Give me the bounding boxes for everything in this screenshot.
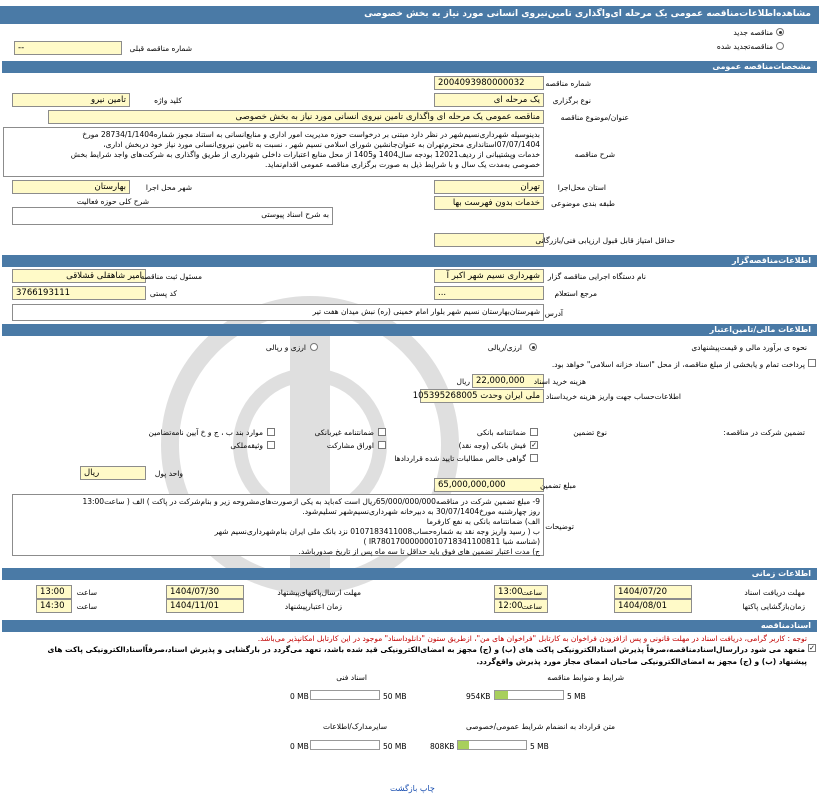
- section-tenderer-header: اطلاعات‌مناقصه‌گزار: [2, 255, 817, 267]
- checkbox-cash-receipt-label: فیش بانکی (وجه نقد): [458, 441, 526, 450]
- min-score-field: [434, 233, 544, 247]
- treasury-checkbox[interactable]: [808, 359, 816, 367]
- inquiry-ref-label: مرجع استعلام: [554, 289, 597, 298]
- validity-time-field: 14:30: [36, 599, 72, 613]
- submit-date-field: 1404/07/30: [166, 585, 244, 599]
- section-general-header: مشخصات‌مناقصه عمومی: [2, 61, 817, 73]
- notes-line: الف) ضمانتنامه بانکی به نفع کارفرما: [426, 517, 540, 526]
- doc-contract-progress-fill: [458, 741, 469, 749]
- province-field: تهران: [434, 180, 544, 194]
- holding-type-label: نوع برگزاری: [552, 96, 591, 105]
- doc-fee-field: 22,000,000: [472, 374, 544, 388]
- notes-line: ب ( رسید واریز وجه نقد به شماره‌حساب0107183411008 نزد بانک ملی ایران بنام‌شهرداری‌نسیم شهر: [214, 527, 540, 536]
- submit-time-field: 13:00: [36, 585, 72, 599]
- validity-time-label: ساعت: [76, 602, 97, 611]
- tenderer-org-field: شهرداری نسیم شهر اکبر آ: [434, 269, 544, 283]
- doc-conditions-progress: [494, 690, 564, 700]
- inquiry-ref-field: ...: [434, 286, 544, 300]
- doc-contract-max: 5 MB: [530, 742, 549, 751]
- doc-conditions-label: شرایط و ضوابط مناقصه: [547, 673, 624, 682]
- city-field: بهارستان: [12, 180, 130, 194]
- description-line: خدمات وپشتیبانی از ردیف12021 بودجه سال1404 و1405 از محل منابع اعتبارات داخلی شهرداری از طریق واگذاری به شرکت‌های واجد شرایط بخش: [70, 150, 540, 159]
- postal-code-field: 3766193111: [12, 286, 146, 300]
- tender-number-field: 2004093980000032: [434, 76, 544, 90]
- guarantee-label: تضمین شرکت در مناقصه:: [723, 428, 805, 437]
- page-title: مشاهده‌اطلاعات‌مناقصه عمومی یک مرحله ای‌واگذاری تامین‌نیروی انسانی مورد نیاز به بخش خصوصی: [0, 6, 819, 24]
- checkbox-cash-receipt[interactable]: ✓: [531, 441, 537, 449]
- notes-line: ج) مدت اعتبار تضمین های فوق باید حداقل تا سه ماه پس از تاریخ صدوربا‌شد.: [298, 547, 540, 556]
- checkbox-property[interactable]: [267, 441, 275, 449]
- validity-date-field: 1404/11/01: [166, 599, 244, 613]
- open-time-label: ساعت: [521, 602, 542, 611]
- doc-other-max: 50 MB: [383, 742, 407, 751]
- checkbox-nonbank-guarantee-label: ضمانتنامه غیربانکی: [314, 428, 374, 437]
- radio-renewed-tender[interactable]: [776, 42, 784, 50]
- doc-conditions-used: 954KB: [466, 692, 491, 701]
- guarantee-amount-label: مبلغ تضمین: [539, 481, 576, 490]
- doc-technical-progress: [310, 690, 380, 700]
- receive-label: مهلت دریافت اسناد: [744, 588, 805, 597]
- receive-time-field: 13:00: [494, 585, 548, 599]
- radio-estimate-currency-and-rial[interactable]: [310, 343, 318, 351]
- receive-time-label: ساعت: [521, 588, 542, 597]
- address-label: آدرس: [544, 309, 563, 318]
- currency-field: ریال: [80, 466, 146, 480]
- description-label: شرح مناقصه: [574, 150, 615, 159]
- account-field: ملی ایران وحدت 105395268005: [420, 389, 544, 403]
- tender-number-label: شماره مناقصه: [545, 79, 591, 88]
- commitment-checkbox[interactable]: ✓: [809, 644, 815, 652]
- city-label: شهر محل اجرا: [145, 183, 192, 192]
- activity-scope-label: شرح کلی حوزه فعالیت: [76, 197, 149, 206]
- doc-other-progress: [310, 740, 380, 750]
- radio-renewed-tender-label: مناقصه‌تجدید شده: [716, 42, 773, 51]
- notes-line: (شناسه شبا IR78017000000010718341100811 ): [363, 537, 540, 546]
- currency-label: واحد پول: [154, 469, 183, 478]
- tenderer-org-label: نام دستگاه اجرایی مناقصه گزار: [547, 272, 646, 281]
- receive-date-field: 1404/07/20: [614, 585, 692, 599]
- submit-label: مهلت ارسال‌پاکتهای‌پیشنهاد: [277, 588, 361, 597]
- estimate-method-label: نحوه ی برآورد مالی و قیمت‌پیشنهادی: [691, 343, 807, 352]
- category-label: طبقه بندی موضوعی: [551, 199, 615, 208]
- radio-new-tender[interactable]: [776, 28, 784, 36]
- doc-technical-used: 0 MB: [290, 692, 309, 701]
- section-timing-header: اطلاعات زمانی: [2, 568, 817, 580]
- doc-technical-max: 50 MB: [383, 692, 407, 701]
- submit-time-label: ساعت: [76, 588, 97, 597]
- min-score-label: حداقل امتیاز قابل قبول ارزیابی فنی/بازرگانی: [535, 236, 675, 245]
- notes-line: روز چهارشنبه مورخ30/07/1404 به دبیرخانه شهرداری‌نسیم‌شهر تسلیم‌شود.: [302, 507, 540, 516]
- doc-technical-label: اسناد فنی: [336, 673, 367, 682]
- checkbox-bonds[interactable]: [378, 441, 386, 449]
- doc-fee-unit: ریال: [456, 377, 470, 386]
- description-box: [3, 127, 544, 177]
- province-label: استان محل‌اجرا: [557, 183, 606, 192]
- notes-label: توضیحات: [545, 522, 574, 531]
- radio-new-tender-label: مناقصه جدید: [733, 28, 773, 37]
- holding-type-field: یک مرحله ای: [434, 93, 544, 107]
- checkbox-claims-label: گواهی خالص مطالبات تایید شده قراردادها: [394, 454, 526, 463]
- activity-scope-box: [12, 207, 333, 225]
- doc-contract-used: 808KB: [430, 742, 455, 751]
- officer-label: مسئول ثبت مناقصه: [140, 272, 202, 281]
- subject-label: عنوان/موضوع مناقصه: [560, 113, 629, 122]
- address-value: شهرستان‌بهارستان نسیم شهر بلوار امام خمینی (ره) نبش میدان هفت تیر: [312, 307, 540, 316]
- address-box: [12, 304, 544, 321]
- doc-conditions-progress-fill: [495, 691, 508, 699]
- guarantee-type-label: نوع تضمین: [573, 428, 607, 437]
- officer-field: امیر شاهقلی قشلاقی: [12, 269, 146, 283]
- account-label: اطلاعات‌حساب جهت واریز هزینه خریداسناد: [545, 392, 681, 401]
- checkbox-nonbank-guarantee[interactable]: [378, 428, 386, 436]
- doc-fee-label: هزینه خرید اسناد: [533, 377, 586, 386]
- checkbox-bank-guarantee[interactable]: [530, 428, 538, 436]
- open-time-field: 12:00: [494, 599, 548, 613]
- prev-tender-number-label: شماره مناقصه قبلی: [129, 44, 192, 53]
- checkbox-article-items[interactable]: [267, 428, 275, 436]
- treasury-label: پرداخت تمام و یابخشی از مبلغ مناقصه، از محل "اسناد خزانه اسلامی" خواهد بود.: [551, 360, 805, 369]
- description-line: خصوصی به‌مدت یک سال و با شرایط ذیل به صورت برگزاری مناقصه عمومی اقدام‌نماید.: [264, 160, 540, 169]
- guarantee-amount-field: 65,000,000,000: [434, 478, 544, 492]
- doc-contract-label: متن قرارداد به انضمام شرایط عمومی/خصوصی: [466, 722, 615, 731]
- prev-tender-number-field: --: [14, 41, 122, 55]
- category-field: خدمات بدون فهرست بها: [434, 196, 544, 210]
- section-financial-header: اطلاعات مالی/تامین‌اعتبار: [2, 324, 817, 336]
- print-back-links[interactable]: چاپ بازگشت: [390, 784, 435, 793]
- checkbox-property-label: وثیقه‌ملکی: [230, 441, 263, 450]
- checkbox-bank-guarantee-label: ضمانتنامه بانکی: [476, 428, 526, 437]
- description-line: 07/07/1404استانداری محترم‌تهران به عنوان‌جانشین شورای اسلامی نسیم شهر ، نسبت به تامین نیروی‌انسانی مورد نیاز خود در‌بخش اداری،: [103, 140, 540, 149]
- doc-conditions-max: 5 MB: [567, 692, 586, 701]
- activity-scope-value: به شرح اسناد پیوستی: [261, 210, 329, 219]
- keyword-label: کلید واژه: [154, 96, 182, 105]
- doc-other-used: 0 MB: [290, 742, 309, 751]
- postal-code-label: کد پستی: [149, 289, 177, 298]
- keyword-field: تامین نیرو: [12, 93, 130, 107]
- checkbox-article-items-label: موارد بند ب ، ج و خ آیین نامه‌تضامین: [148, 428, 263, 437]
- doc-contract-progress: [457, 740, 527, 750]
- subject-field: مناقصه عمومی یک مرحله ای واگذاری تامین نیروی انسانی مورد نیاز به بخش خصوصی: [48, 110, 544, 124]
- commitment-line-2: پیشنهاد (ب) و (ج) مجهز به امضای‌الکترونیکی صاحبان امضای مجاز مورد پذیرش واقع‌گردد.: [476, 657, 807, 666]
- radio-estimate-currency-rial[interactable]: [529, 343, 537, 351]
- notes-box: [12, 494, 544, 556]
- download-notice: توجه : کاربر گرامی، دریافت اسناد در مهلت قانونی و پس ازافزودن فراخوان به کارتابل "فراخوان های من"، ازطریق ستون "دانلوداسناد" موجود در این کارتابل امکانپذیر می‌باشد.: [257, 634, 807, 643]
- doc-other-label: سایرمدارک/اطلاعات: [322, 722, 387, 731]
- open-label: زمان‌بازگشایی پاکتها: [742, 602, 805, 611]
- section-documents-header: اسنادمناقصه: [2, 620, 817, 632]
- commitment-line-1: متعهد می شود درارسال‌اسنادمناقصه،صرفاً پذیرش اسنادالکترونیکی پاکت های (ب) و (ج) مجهز به امضای‌الکترونیکی قید شده باشد، تعهد می‌گردد در بارگشایی و پذیرش اسناد،صرفاًاسنادالکترونیکی پاکت های: [47, 645, 805, 654]
- checkbox-bonds-label: اوراق مشارکت: [326, 441, 374, 450]
- checkbox-claims[interactable]: [530, 454, 538, 462]
- validity-label: زمان اعتبارپیشنهاد: [284, 602, 342, 611]
- notes-line: 9- مبلغ تضمین شرکت در مناقصه65/000/000/000ریال است که‌باید به یکی از‌صورت‌های‌مشروحه زیر و بنام‌شرکت در پاکت ) الف ( ساعت13:00: [82, 497, 540, 506]
- description-line: بدینوسیله شهرداری‌نسیم‌شهر در نظر دارد مبتنی بر درخواست حوزه مدیریت امور اداری و منابع‌انسانی به استناد مجوز شماره28734/1/1404 مورخ: [82, 130, 540, 139]
- radio-estimate-currency-rial-label: ارزی/ریالی: [487, 343, 522, 352]
- open-date-field: 1404/08/01: [614, 599, 692, 613]
- radio-estimate-currency-and-rial-label: ارزی و ریالی: [265, 343, 306, 352]
